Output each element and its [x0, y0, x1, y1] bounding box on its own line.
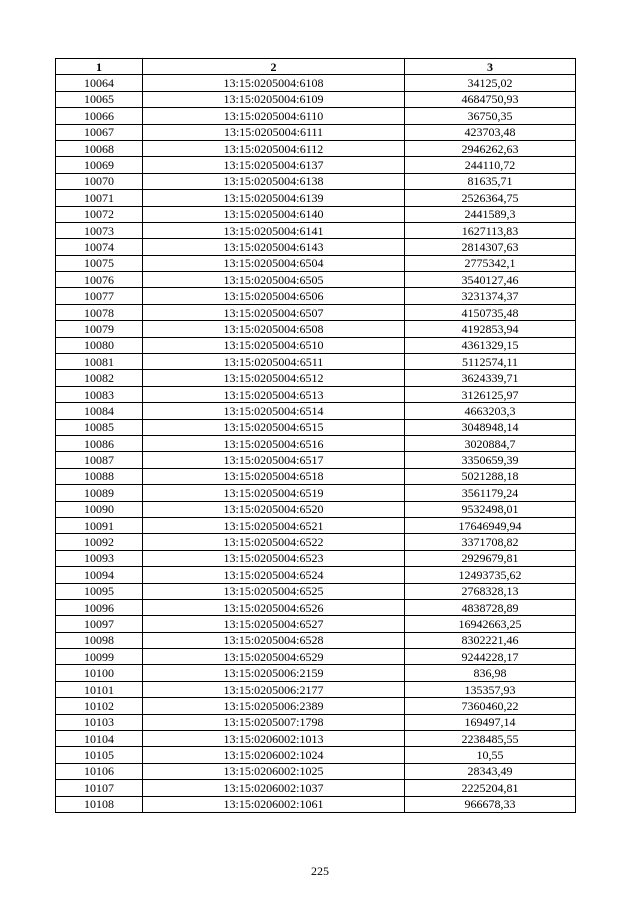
column-header-2: 2 [143, 59, 405, 75]
row-number-cell: 10080 [56, 337, 143, 353]
cadastral-number-cell: 13:15:0205004:6511 [143, 354, 405, 370]
value-cell: 12493735,62 [405, 567, 576, 583]
cadastral-number-cell: 13:15:0206002:1061 [143, 796, 405, 812]
row-number-cell: 10073 [56, 222, 143, 238]
cadastral-value-table [55, 58, 576, 813]
cadastral-number-cell: 13:15:0205004:6110 [143, 108, 405, 124]
value-cell: 2768328,13 [405, 583, 576, 599]
row-number-cell: 10099 [56, 649, 143, 665]
value-cell: 4150735,48 [405, 304, 576, 320]
value-cell: 5112574,11 [405, 354, 576, 370]
row-number-cell: 10071 [56, 190, 143, 206]
table-row [56, 649, 576, 665]
cadastral-number-cell: 13:15:0205004:6527 [143, 616, 405, 632]
table-row [56, 124, 576, 140]
value-cell: 2225204,81 [405, 780, 576, 796]
row-number-cell: 10086 [56, 435, 143, 451]
cadastral-number-cell: 13:15:0205004:6108 [143, 75, 405, 91]
cadastral-number-cell: 13:15:0205004:6526 [143, 599, 405, 615]
table-row [56, 485, 576, 501]
value-cell: 2814307,63 [405, 239, 576, 255]
cadastral-number-cell: 13:15:0205007:1798 [143, 714, 405, 730]
row-number-cell: 10094 [56, 567, 143, 583]
cadastral-number-cell: 13:15:0206002:1013 [143, 731, 405, 747]
row-number-cell: 10082 [56, 370, 143, 386]
table-row [56, 599, 576, 615]
table-row [56, 698, 576, 714]
value-cell: 81635,71 [405, 173, 576, 189]
row-number-cell: 10065 [56, 91, 143, 107]
column-header-3: 3 [405, 59, 576, 75]
value-cell: 34125,02 [405, 75, 576, 91]
cadastral-number-cell: 13:15:0205004:6525 [143, 583, 405, 599]
table-row [56, 108, 576, 124]
cadastral-number-cell: 13:15:0206002:1025 [143, 763, 405, 779]
value-cell: 3561179,24 [405, 485, 576, 501]
value-cell: 8302221,46 [405, 632, 576, 648]
value-cell: 2526364,75 [405, 190, 576, 206]
row-number-cell: 10072 [56, 206, 143, 222]
row-number-cell: 10105 [56, 747, 143, 763]
table-row [56, 255, 576, 271]
table-row [56, 780, 576, 796]
table-row [56, 747, 576, 763]
table-row [56, 206, 576, 222]
table-row [56, 550, 576, 566]
value-cell: 2238485,55 [405, 731, 576, 747]
value-cell: 2441589,3 [405, 206, 576, 222]
row-number-cell: 10093 [56, 550, 143, 566]
table-row [56, 239, 576, 255]
value-cell: 423703,48 [405, 124, 576, 140]
cadastral-number-cell: 13:15:0205004:6140 [143, 206, 405, 222]
table-row [56, 190, 576, 206]
cadastral-number-cell: 13:15:0205004:6504 [143, 255, 405, 271]
value-cell: 3231374,37 [405, 288, 576, 304]
value-cell: 836,98 [405, 665, 576, 681]
cadastral-number-cell: 13:15:0205004:6515 [143, 419, 405, 435]
row-number-cell: 10083 [56, 386, 143, 402]
cadastral-number-cell: 13:15:0205004:6516 [143, 435, 405, 451]
table-row [56, 321, 576, 337]
row-number-cell: 10088 [56, 468, 143, 484]
row-number-cell: 10098 [56, 632, 143, 648]
cadastral-number-cell: 13:15:0206002:1037 [143, 780, 405, 796]
value-cell: 169497,14 [405, 714, 576, 730]
table-row [56, 583, 576, 599]
table-row [56, 354, 576, 370]
table-row [56, 681, 576, 697]
cadastral-number-cell: 13:15:0205004:6528 [143, 632, 405, 648]
table-row [56, 304, 576, 320]
row-number-cell: 10108 [56, 796, 143, 812]
table-row [56, 665, 576, 681]
value-cell: 4361329,15 [405, 337, 576, 353]
row-number-cell: 10064 [56, 75, 143, 91]
cadastral-number-cell: 13:15:0205004:6138 [143, 173, 405, 189]
value-cell: 4684750,93 [405, 91, 576, 107]
value-cell: 4663203,3 [405, 403, 576, 419]
row-number-cell: 10084 [56, 403, 143, 419]
value-cell: 9244228,17 [405, 649, 576, 665]
row-number-cell: 10100 [56, 665, 143, 681]
cadastral-number-cell: 13:15:0205004:6137 [143, 157, 405, 173]
table-row [56, 419, 576, 435]
table-row [56, 435, 576, 451]
cadastral-number-cell: 13:15:0205004:6112 [143, 140, 405, 156]
row-number-cell: 10090 [56, 501, 143, 517]
cadastral-number-cell: 13:15:0205004:6524 [143, 567, 405, 583]
cadastral-number-cell: 13:15:0205004:6520 [143, 501, 405, 517]
table-row [56, 517, 576, 533]
cadastral-number-cell: 13:15:0205004:6513 [143, 386, 405, 402]
value-cell: 3048948,14 [405, 419, 576, 435]
table-row [56, 272, 576, 288]
row-number-cell: 10097 [56, 616, 143, 632]
table-row [56, 386, 576, 402]
row-number-cell: 10107 [56, 780, 143, 796]
value-cell: 17646949,94 [405, 517, 576, 533]
value-cell: 966678,33 [405, 796, 576, 812]
cadastral-number-cell: 13:15:0205006:2159 [143, 665, 405, 681]
row-number-cell: 10103 [56, 714, 143, 730]
table-row [56, 173, 576, 189]
cadastral-number-cell: 13:15:0205004:6518 [143, 468, 405, 484]
table-row [56, 468, 576, 484]
cadastral-number-cell: 13:15:0205004:6141 [143, 222, 405, 238]
value-cell: 28343,49 [405, 763, 576, 779]
value-cell: 3350659,39 [405, 452, 576, 468]
row-number-cell: 10091 [56, 517, 143, 533]
table-row [56, 140, 576, 156]
row-number-cell: 10075 [56, 255, 143, 271]
cadastral-number-cell: 13:15:0206002:1024 [143, 747, 405, 763]
cadastral-number-cell: 13:15:0205004:6512 [143, 370, 405, 386]
table-row [56, 534, 576, 550]
row-number-cell: 10067 [56, 124, 143, 140]
table-header-row [56, 59, 576, 75]
table-row [56, 288, 576, 304]
value-cell: 2775342,1 [405, 255, 576, 271]
table-row [56, 157, 576, 173]
cadastral-number-cell: 13:15:0205004:6521 [143, 517, 405, 533]
table-row [56, 75, 576, 91]
value-cell: 1627113,83 [405, 222, 576, 238]
cadastral-number-cell: 13:15:0205004:6111 [143, 124, 405, 140]
cadastral-number-cell: 13:15:0205004:6109 [143, 91, 405, 107]
cadastral-number-cell: 13:15:0205004:6505 [143, 272, 405, 288]
row-number-cell: 10081 [56, 354, 143, 370]
value-cell: 2946262,63 [405, 140, 576, 156]
row-number-cell: 10066 [56, 108, 143, 124]
value-cell: 10,55 [405, 747, 576, 763]
row-number-cell: 10076 [56, 272, 143, 288]
value-cell: 5021288,18 [405, 468, 576, 484]
page-number: 225 [311, 864, 329, 878]
value-cell: 2929679,81 [405, 550, 576, 566]
row-number-cell: 10087 [56, 452, 143, 468]
value-cell: 3020884,7 [405, 435, 576, 451]
row-number-cell: 10089 [56, 485, 143, 501]
value-cell: 4192853,94 [405, 321, 576, 337]
row-number-cell: 10104 [56, 731, 143, 747]
value-cell: 9532498,01 [405, 501, 576, 517]
cadastral-number-cell: 13:15:0205004:6514 [143, 403, 405, 419]
cadastral-number-cell: 13:15:0205004:6508 [143, 321, 405, 337]
row-number-cell: 10096 [56, 599, 143, 615]
cadastral-number-cell: 13:15:0205006:2389 [143, 698, 405, 714]
row-number-cell: 10070 [56, 173, 143, 189]
table-row [56, 632, 576, 648]
cadastral-number-cell: 13:15:0205004:6517 [143, 452, 405, 468]
value-cell: 3126125,97 [405, 386, 576, 402]
value-cell: 7360460,22 [405, 698, 576, 714]
row-number-cell: 10079 [56, 321, 143, 337]
row-number-cell: 10077 [56, 288, 143, 304]
table-row [56, 567, 576, 583]
table-row [56, 501, 576, 517]
row-number-cell: 10085 [56, 419, 143, 435]
table-row [56, 222, 576, 238]
cadastral-number-cell: 13:15:0205004:6522 [143, 534, 405, 550]
row-number-cell: 10101 [56, 681, 143, 697]
table-row [56, 452, 576, 468]
row-number-cell: 10095 [56, 583, 143, 599]
value-cell: 3371708,82 [405, 534, 576, 550]
value-cell: 36750,35 [405, 108, 576, 124]
row-number-cell: 10078 [56, 304, 143, 320]
value-cell: 16942663,25 [405, 616, 576, 632]
table-row [56, 91, 576, 107]
row-number-cell: 10074 [56, 239, 143, 255]
table-row [56, 616, 576, 632]
value-cell: 135357,93 [405, 681, 576, 697]
cadastral-number-cell: 13:15:0205004:6529 [143, 649, 405, 665]
value-cell: 244110,72 [405, 157, 576, 173]
table-row [56, 796, 576, 812]
table-row [56, 714, 576, 730]
cadastral-number-cell: 13:15:0205004:6523 [143, 550, 405, 566]
value-cell: 4838728,89 [405, 599, 576, 615]
cadastral-number-cell: 13:15:0205006:2177 [143, 681, 405, 697]
row-number-cell: 10068 [56, 140, 143, 156]
cadastral-number-cell: 13:15:0205004:6139 [143, 190, 405, 206]
value-cell: 3540127,46 [405, 272, 576, 288]
cadastral-number-cell: 13:15:0205004:6143 [143, 239, 405, 255]
table-row [56, 731, 576, 747]
row-number-cell: 10069 [56, 157, 143, 173]
row-number-cell: 10102 [56, 698, 143, 714]
cadastral-number-cell: 13:15:0205004:6510 [143, 337, 405, 353]
row-number-cell: 10092 [56, 534, 143, 550]
table-body [56, 75, 576, 813]
table-row [56, 370, 576, 386]
cadastral-number-cell: 13:15:0205004:6519 [143, 485, 405, 501]
cadastral-number-cell: 13:15:0205004:6507 [143, 304, 405, 320]
cadastral-number-cell: 13:15:0205004:6506 [143, 288, 405, 304]
table-row [56, 403, 576, 419]
column-header-1: 1 [56, 59, 143, 75]
table-row [56, 337, 576, 353]
row-number-cell: 10106 [56, 763, 143, 779]
value-cell: 3624339,71 [405, 370, 576, 386]
table-row [56, 763, 576, 779]
